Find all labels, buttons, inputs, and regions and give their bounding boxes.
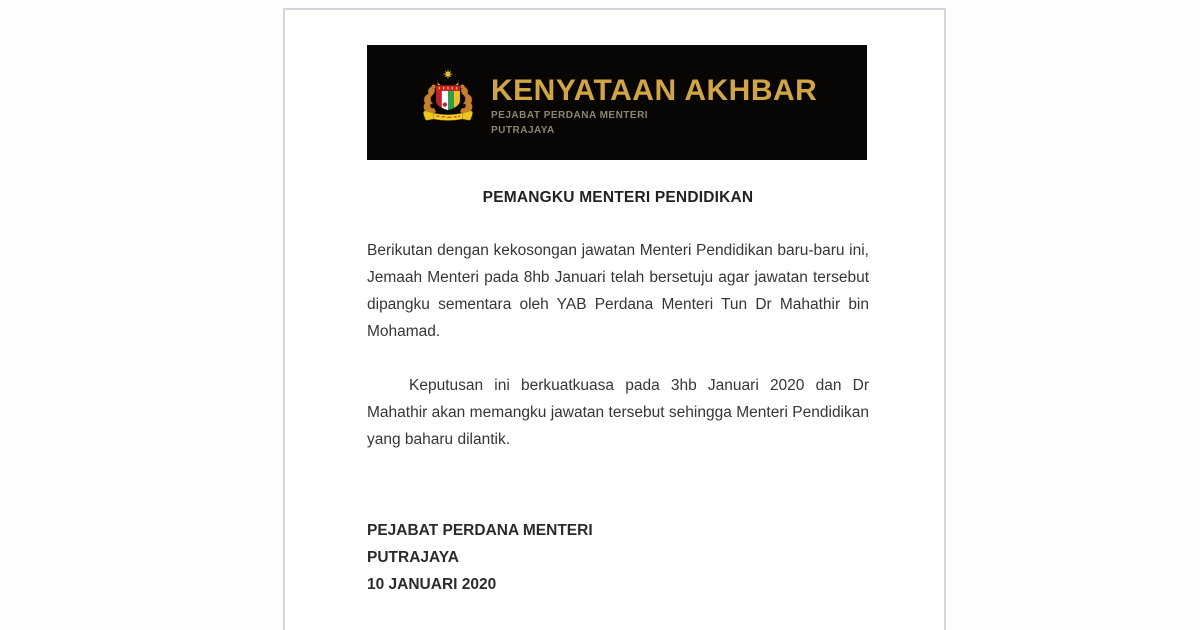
press-statement-page (283, 8, 946, 630)
malaysia-coat-of-arms-icon (412, 68, 484, 137)
signoff-office: PEJABAT PERDANA MENTERI (367, 522, 593, 539)
banner-title: KENYATAAN AKHBAR (491, 73, 818, 107)
statement-paragraph-2: Keputusan ini berkuatkuasa pada 3hb Januari 2020 dan Dr Mahathir akan memangku jawatan tersebut sehingga Menteri Pendidikan yang baharu dilantik. (367, 377, 869, 448)
statement-body (367, 189, 869, 598)
banner-text-block (491, 69, 817, 137)
kenyataan-akhbar-banner (367, 45, 867, 160)
statement-heading: PEMANGKU MENTERI PENDIDIKAN (482, 189, 754, 206)
signoff-date: 10 JANUARI 2020 (367, 576, 497, 593)
banner-subtitle-city: PUTRAJAYA (491, 124, 555, 136)
signoff-block (367, 517, 869, 598)
banner-subtitle-office: PEJABAT PERDANA MENTERI (491, 109, 649, 121)
statement-paragraph-1: Berikutan dengan kekosongan jawatan Menteri Pendidikan baru-baru ini, Jemaah Menteri pada 8hb Januari telah bersetuju agar jawatan tersebut dipangku sementara oleh YAB Perdana Menteri Tun Dr Mahathir bin Mohamad. (367, 242, 869, 340)
signoff-city: PUTRAJAYA (367, 549, 459, 566)
